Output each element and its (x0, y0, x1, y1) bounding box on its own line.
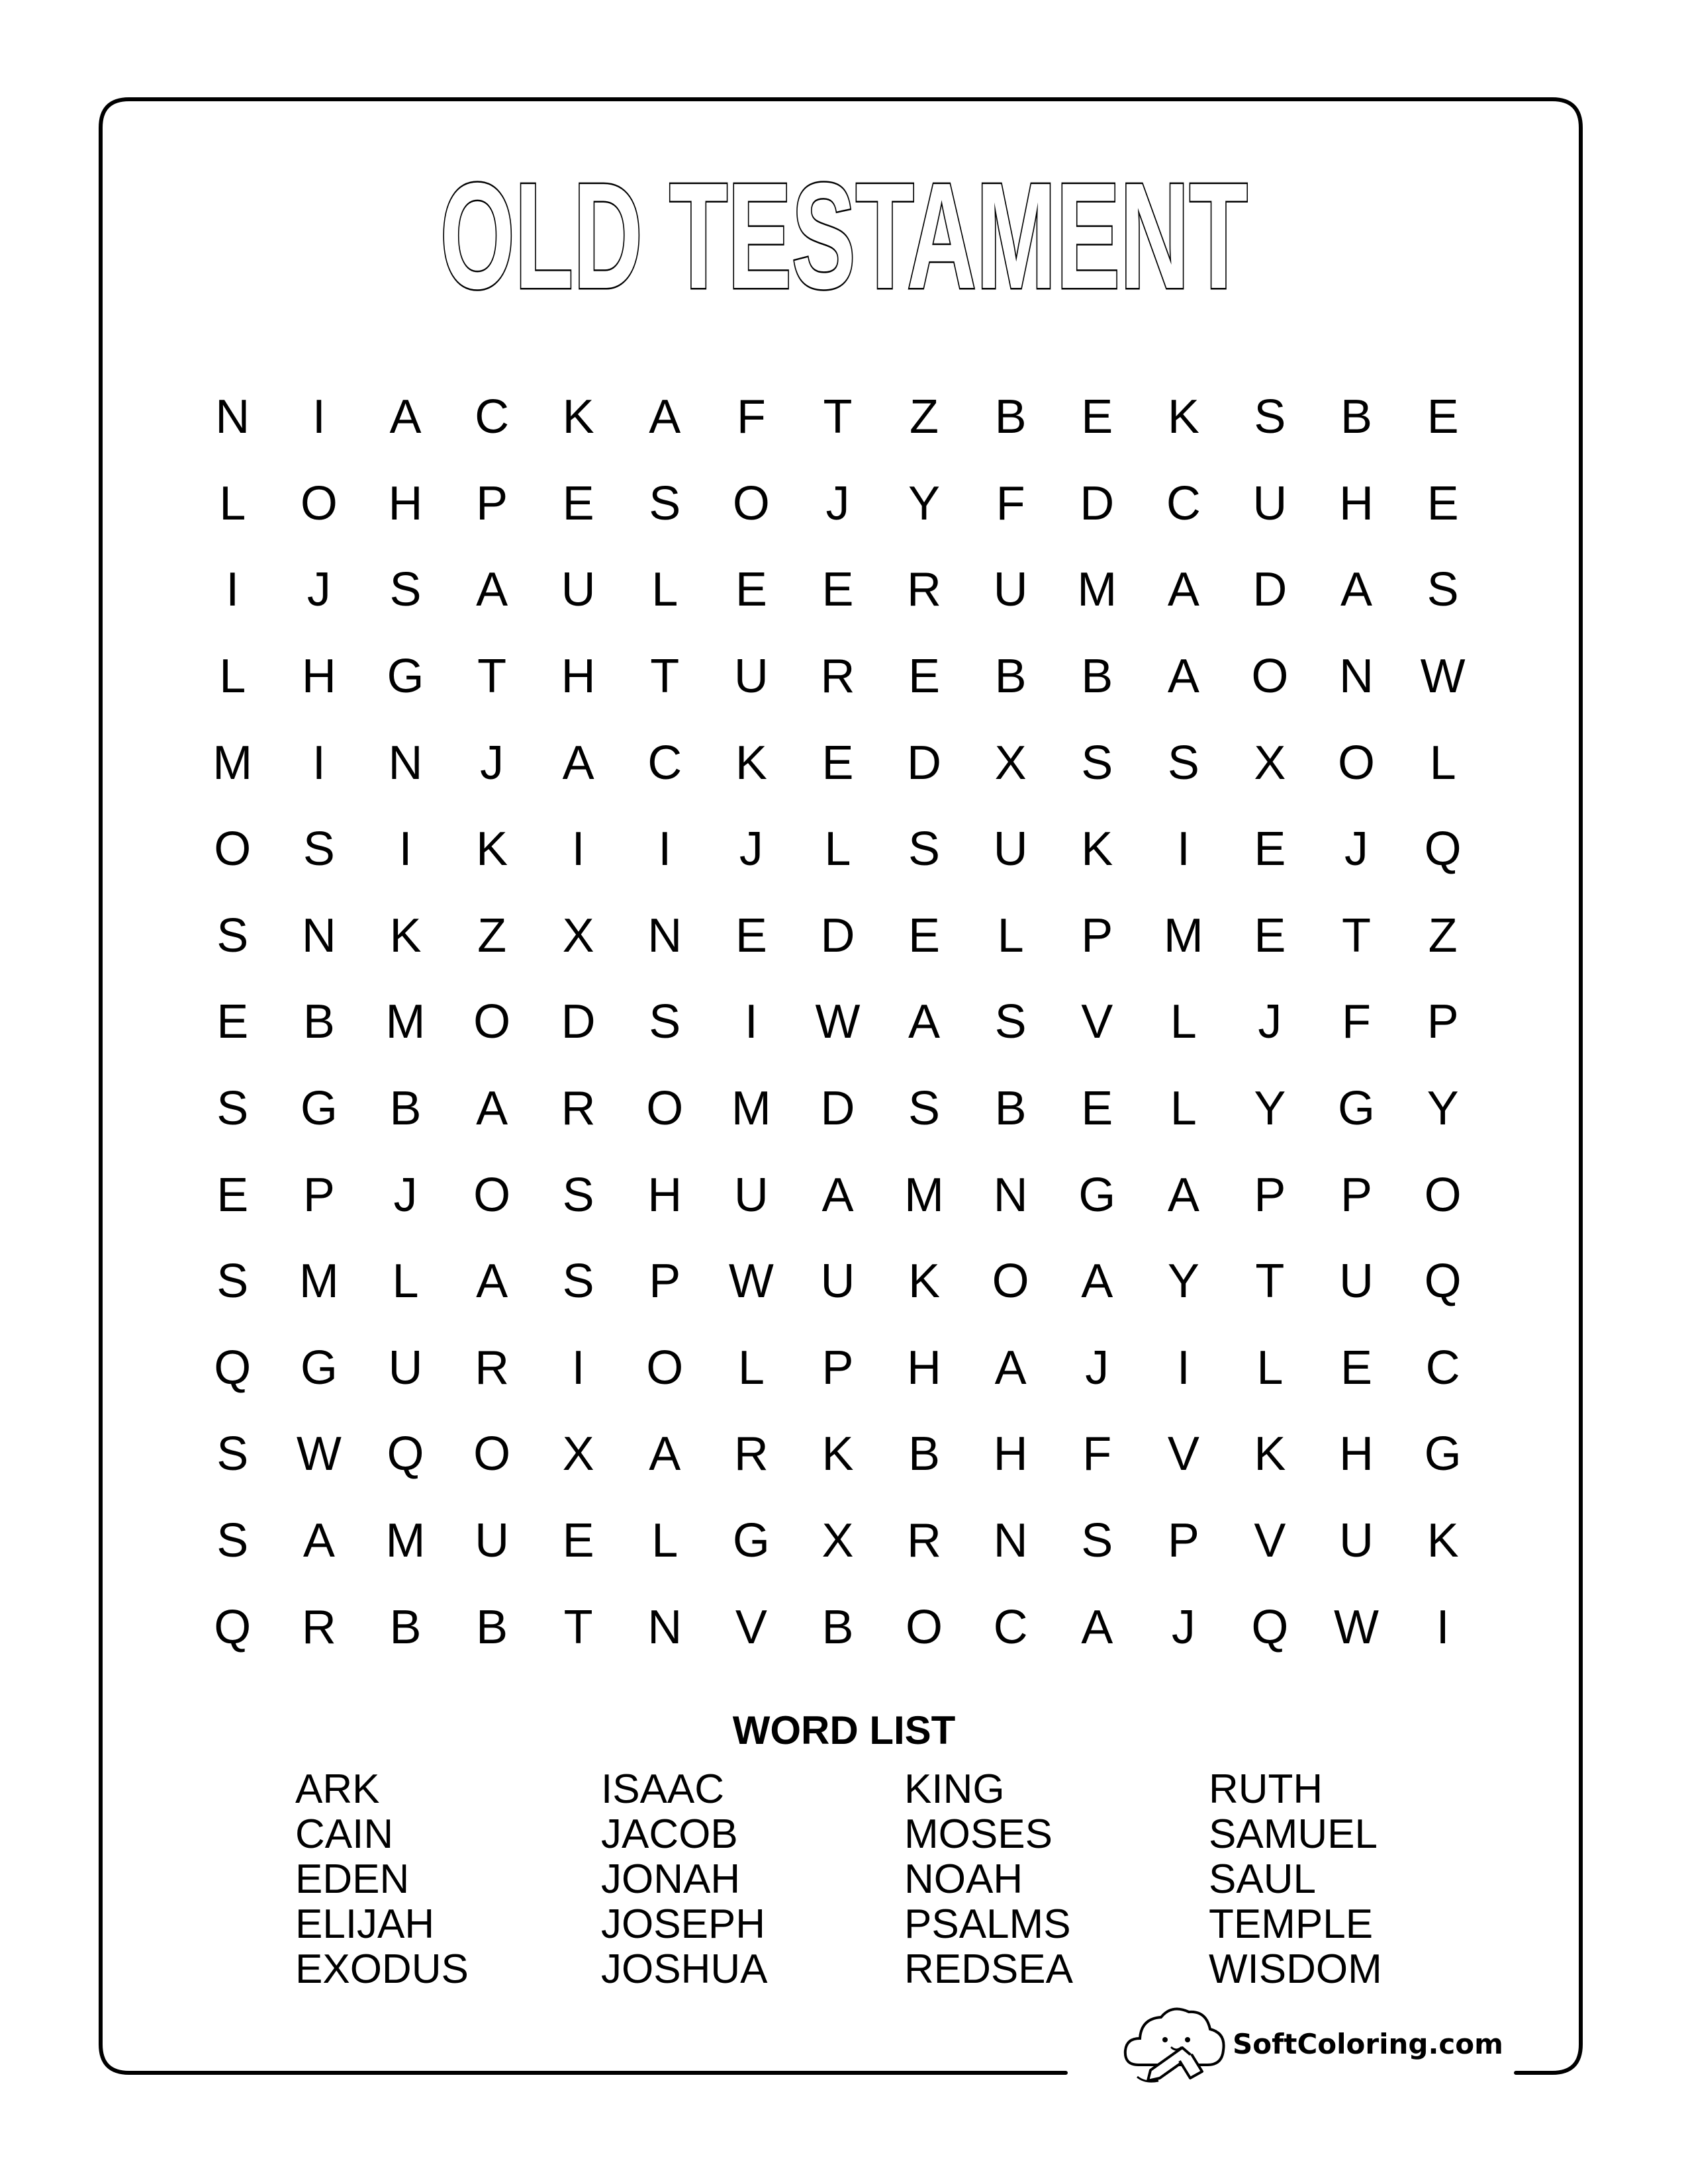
grid-letter: Z (1428, 909, 1458, 962)
grid-letter: E (1427, 477, 1459, 530)
grid-letter: U (1252, 477, 1288, 530)
grid-letter: I (1436, 1600, 1450, 1654)
grid-letter: A (476, 1082, 508, 1136)
grid-letter: B (994, 650, 1027, 704)
grid-letter: P (303, 1168, 335, 1222)
grid-letter: X (821, 1514, 854, 1568)
grid-letter: A (1167, 650, 1199, 704)
grid-letter: M (385, 995, 426, 1049)
grid-letter: L (1170, 995, 1197, 1049)
grid-letter: L (219, 650, 246, 704)
word-list-item: JACOB (601, 1811, 738, 1857)
grid-letter: V (1081, 995, 1113, 1049)
grid-letter: C (1166, 477, 1201, 530)
grid-letter: H (1339, 477, 1374, 530)
grid-letter: I (312, 736, 326, 790)
grid-letter: M (385, 1514, 426, 1568)
grid-letter: K (1167, 390, 1199, 444)
grid-letter: N (993, 1168, 1028, 1222)
grid-letter: A (1167, 563, 1199, 617)
grid-letter: V (1254, 1514, 1286, 1568)
word-list-item: ISAAC (601, 1766, 725, 1812)
grid-letter: M (1077, 563, 1117, 617)
grid-letter: O (646, 1082, 684, 1136)
grid-letter: V (735, 1600, 767, 1654)
grid-letter: R (733, 1428, 769, 1481)
grid-letter: F (1342, 995, 1371, 1049)
grid-letter: C (647, 736, 682, 790)
grid-letter: W (728, 1255, 774, 1308)
grid-letter: E (821, 563, 854, 617)
grid-letter: S (1167, 736, 1199, 790)
grid-letter: V (1167, 1428, 1199, 1481)
word-list-item: REDSEA (904, 1946, 1073, 1992)
word-list-item: SAMUEL (1209, 1811, 1378, 1857)
grid-letter: Q (387, 1428, 424, 1481)
grid-letter: B (303, 995, 335, 1049)
grid-letter: E (1254, 823, 1286, 876)
grid-letter: T (1342, 909, 1371, 962)
grid-letter: E (216, 995, 249, 1049)
grid-letter: S (389, 563, 422, 617)
grid-letter: G (387, 650, 424, 704)
grid-letter: X (994, 736, 1027, 790)
grid-letter: E (735, 909, 767, 962)
grid-letter: Y (1427, 1082, 1459, 1136)
grid-letter: E (1081, 390, 1113, 444)
grid-letter: S (216, 1082, 249, 1136)
grid-letter: D (907, 736, 942, 790)
grid-letter: J (480, 736, 504, 790)
grid-letter: D (1080, 477, 1115, 530)
grid-letter: T (563, 1600, 593, 1654)
grid-letter: L (1429, 736, 1456, 790)
grid-letter: I (312, 390, 326, 444)
grid-letter: A (476, 1255, 508, 1308)
word-list-item: ELIJAH (295, 1901, 435, 1947)
grid-letter: O (1338, 736, 1376, 790)
grid-letter: Q (214, 1600, 252, 1654)
grid-letter: O (473, 995, 511, 1049)
grid-letter: L (1256, 1341, 1284, 1394)
grid-letter: J (825, 477, 850, 530)
grid-letter: S (1081, 1514, 1113, 1568)
grid-letter: D (820, 909, 855, 962)
grid-letter: I (226, 563, 240, 617)
word-list-item: CAIN (295, 1811, 394, 1857)
grid-letter: B (476, 1600, 508, 1654)
grid-letter: G (300, 1082, 338, 1136)
page-title-text: OLD TESTAMENT (440, 152, 1248, 314)
grid-letter: A (389, 390, 422, 444)
grid-letter: A (821, 1168, 854, 1222)
grid-letter: L (651, 563, 679, 617)
word-list-item: KING (904, 1766, 1005, 1812)
grid-letter: O (214, 823, 252, 876)
word-list (295, 1767, 1487, 2012)
grid-letter: O (992, 1255, 1029, 1308)
grid-letter: F (736, 390, 766, 444)
grid-letter: S (908, 823, 941, 876)
grid-letter: C (475, 390, 510, 444)
grid-letter: B (821, 1600, 854, 1654)
grid-letter: S (562, 1168, 594, 1222)
grid-letter: A (303, 1514, 335, 1568)
grid-letter: L (737, 1341, 765, 1394)
grid-letter: S (1081, 736, 1113, 790)
grid-letter: W (296, 1428, 342, 1481)
grid-letter: O (732, 477, 770, 530)
grid-letter: T (823, 390, 853, 444)
word-list-column (1209, 1767, 1500, 1992)
grid-letter: E (1081, 1082, 1113, 1136)
grid-letter: S (649, 995, 681, 1049)
word-list-item: JOSEPH (601, 1901, 766, 1947)
grid-letter: H (1339, 1428, 1374, 1481)
grid-letter: O (473, 1168, 511, 1222)
grid-letter: M (904, 1168, 945, 1222)
grid-letter: E (216, 1168, 249, 1222)
grid-letter: N (993, 1514, 1028, 1568)
grid-letter: I (1176, 1341, 1190, 1394)
grid-letter: J (1085, 1341, 1109, 1394)
grid-letter: X (562, 909, 594, 962)
grid-letter: J (306, 563, 331, 617)
grid-letter: K (389, 909, 422, 962)
grid-letter: F (1082, 1428, 1112, 1481)
grid-letter: H (907, 1341, 942, 1394)
grid-letter: H (647, 1168, 682, 1222)
grid-letter: I (571, 1341, 585, 1394)
grid-letter: C (1425, 1341, 1460, 1394)
grid-letter: G (1424, 1428, 1462, 1481)
grid-letter: K (1427, 1514, 1459, 1568)
word-list-item: NOAH (904, 1856, 1023, 1902)
grid-letter: L (219, 477, 246, 530)
grid-letter: G (1338, 1082, 1376, 1136)
word-list-item: WISDOM (1209, 1946, 1382, 1992)
grid-letter: A (476, 563, 508, 617)
grid-letter: P (1167, 1514, 1199, 1568)
cloud-mascot-with-pencil-icon (1119, 1999, 1231, 2091)
grid-letter: P (476, 477, 508, 530)
grid-letter: S (216, 909, 249, 962)
word-list-item: RUTH (1209, 1766, 1323, 1812)
grid-letter: K (1254, 1428, 1286, 1481)
grid-letter: O (1251, 650, 1289, 704)
grid-letter: L (1170, 1082, 1197, 1136)
grid-letter: H (388, 477, 423, 530)
grid-letter: K (476, 823, 508, 876)
grid-letter: L (824, 823, 851, 876)
grid-letter: A (908, 995, 941, 1049)
grid-letter: A (1167, 1168, 1199, 1222)
grid-letter: S (562, 1255, 594, 1308)
grid-letter: G (732, 1514, 770, 1568)
grid-letter: Y (1254, 1082, 1286, 1136)
grid-letter: R (561, 1082, 596, 1136)
grid-letter: Y (908, 477, 941, 530)
grid-letter: S (908, 1082, 941, 1136)
grid-letter: M (299, 1255, 339, 1308)
word-list-item: SAUL (1209, 1856, 1316, 1902)
grid-letter: O (906, 1600, 943, 1654)
grid-letter: T (650, 650, 680, 704)
grid-letter: I (744, 995, 758, 1049)
grid-letter: E (908, 650, 941, 704)
page-title (0, 142, 1688, 314)
grid-letter: S (1254, 390, 1286, 444)
word-list-item: EXODUS (295, 1946, 469, 1992)
grid-letter: U (993, 563, 1028, 617)
grid-letter: S (1427, 563, 1459, 617)
grid-letter: O (646, 1341, 684, 1394)
grid-letter: O (300, 477, 338, 530)
grid-letter: U (733, 650, 769, 704)
grid-letter: C (993, 1600, 1028, 1654)
grid-letter: M (731, 1082, 771, 1136)
grid-letter: I (1176, 823, 1190, 876)
grid-letter: Q (214, 1341, 252, 1394)
grid-letter: F (996, 477, 1025, 530)
grid-letter: A (649, 1428, 681, 1481)
grid-letter: R (907, 563, 942, 617)
grid-letter: W (1420, 650, 1466, 704)
grid-letter: U (820, 1255, 855, 1308)
grid-letter: K (562, 390, 594, 444)
grid-letter: S (216, 1514, 249, 1568)
grid-letter: M (212, 736, 253, 790)
grid-letter: S (303, 823, 335, 876)
grid-letter: J (739, 823, 763, 876)
grid-letter: N (388, 736, 423, 790)
word-list-column (295, 1767, 586, 1992)
grid-letter: A (649, 390, 681, 444)
grid-letter: A (994, 1341, 1027, 1394)
grid-letter: P (1340, 1168, 1373, 1222)
grid-letter: J (1258, 995, 1282, 1049)
word-list-item: TEMPLE (1209, 1901, 1374, 1947)
grid-letter: K (821, 1428, 854, 1481)
grid-letter: O (473, 1428, 511, 1481)
grid-letter: E (1254, 909, 1286, 962)
word-list-item: MOSES (904, 1811, 1053, 1857)
grid-letter: W (1334, 1600, 1379, 1654)
grid-letter: N (647, 909, 682, 962)
grid-letter: P (1427, 995, 1459, 1049)
grid-letter: O (1424, 1168, 1462, 1222)
grid-letter: H (561, 650, 596, 704)
word-list-heading: WORD LIST (732, 1708, 956, 1752)
brand-logo (1119, 1999, 1503, 2091)
grid-letter: M (1163, 909, 1203, 962)
grid-letter: U (475, 1514, 510, 1568)
grid-letter: U (388, 1341, 423, 1394)
word-search-grid (189, 374, 1487, 1671)
grid-letter: S (216, 1428, 249, 1481)
grid-letter: E (562, 1514, 594, 1568)
grid-letter: U (1339, 1514, 1374, 1568)
grid-letter: G (1078, 1168, 1116, 1222)
grid-letter: T (477, 650, 507, 704)
grid-letter: B (908, 1428, 941, 1481)
word-list-item: EDEN (295, 1856, 410, 1902)
grid-letter: A (1081, 1600, 1113, 1654)
grid-letter: U (733, 1168, 769, 1222)
grid-letter: B (994, 1082, 1027, 1136)
grid-letter: S (649, 477, 681, 530)
grid-letter: J (1171, 1600, 1196, 1654)
grid-letter: E (1340, 1341, 1373, 1394)
grid-letter: E (821, 736, 854, 790)
grid-letter: L (651, 1514, 679, 1568)
grid-letter: S (216, 1255, 249, 1308)
grid-letter: J (1344, 823, 1369, 876)
grid-letter: R (301, 1600, 336, 1654)
word-list-item: ARK (295, 1766, 380, 1812)
grid-letter: R (475, 1341, 510, 1394)
grid-letter: E (562, 477, 594, 530)
word-list-item: JOSHUA (601, 1946, 768, 1992)
grid-letter: T (1255, 1255, 1285, 1308)
grid-letter: P (1081, 909, 1113, 962)
grid-letter: G (300, 1341, 338, 1394)
grid-letter: N (647, 1600, 682, 1654)
grid-letter: U (561, 563, 596, 617)
grid-letter: Z (477, 909, 507, 962)
grid-letter: N (1339, 650, 1374, 704)
grid-letter: J (393, 1168, 418, 1222)
grid-letter: E (735, 563, 767, 617)
grid-letter: B (1340, 390, 1373, 444)
grid-letter: Q (1424, 1255, 1462, 1308)
grid-letter: S (994, 995, 1027, 1049)
grid-letter: P (1254, 1168, 1286, 1222)
grid-letter: N (215, 390, 250, 444)
grid-letter: D (561, 995, 596, 1049)
grid-letter: Z (910, 390, 939, 444)
grid-letter: E (1427, 390, 1459, 444)
grid-letter: Y (1167, 1255, 1199, 1308)
grid-letter: I (658, 823, 672, 876)
grid-letter: B (389, 1600, 422, 1654)
grid-letter: I (571, 823, 585, 876)
grid-letter: A (1340, 563, 1373, 617)
grid-letter: B (1081, 650, 1113, 704)
grid-letter: B (994, 390, 1027, 444)
word-list-column (601, 1767, 892, 1992)
grid-letter: P (649, 1255, 681, 1308)
grid-letter: R (907, 1514, 942, 1568)
grid-letter: W (815, 995, 861, 1049)
grid-letter: A (562, 736, 594, 790)
grid-letter: E (908, 909, 941, 962)
word-list-item: PSALMS (904, 1901, 1071, 1947)
grid-letter: U (993, 823, 1028, 876)
grid-letter: K (735, 736, 767, 790)
grid-letter: H (301, 650, 336, 704)
word-list-column (904, 1767, 1196, 1992)
grid-letter: L (997, 909, 1024, 962)
grid-letter: Q (1251, 1600, 1289, 1654)
grid-letter: K (1081, 823, 1113, 876)
grid-letter: R (820, 650, 855, 704)
brand-name: SoftColoring.com (1233, 2028, 1503, 2060)
grid-letter: D (1252, 563, 1288, 617)
grid-letter: Q (1424, 823, 1462, 876)
grid-letter: N (301, 909, 336, 962)
grid-letter: D (820, 1082, 855, 1136)
grid-letter: U (1339, 1255, 1374, 1308)
word-list-item: JONAH (601, 1856, 741, 1902)
grid-letter: A (1081, 1255, 1113, 1308)
grid-letter: K (908, 1255, 941, 1308)
grid-letter: L (392, 1255, 419, 1308)
grid-letter: X (1254, 736, 1286, 790)
grid-letter: I (399, 823, 412, 876)
grid-letter: P (821, 1341, 854, 1394)
grid-letter: B (389, 1082, 422, 1136)
grid-letter: X (562, 1428, 594, 1481)
grid-letter: H (993, 1428, 1028, 1481)
